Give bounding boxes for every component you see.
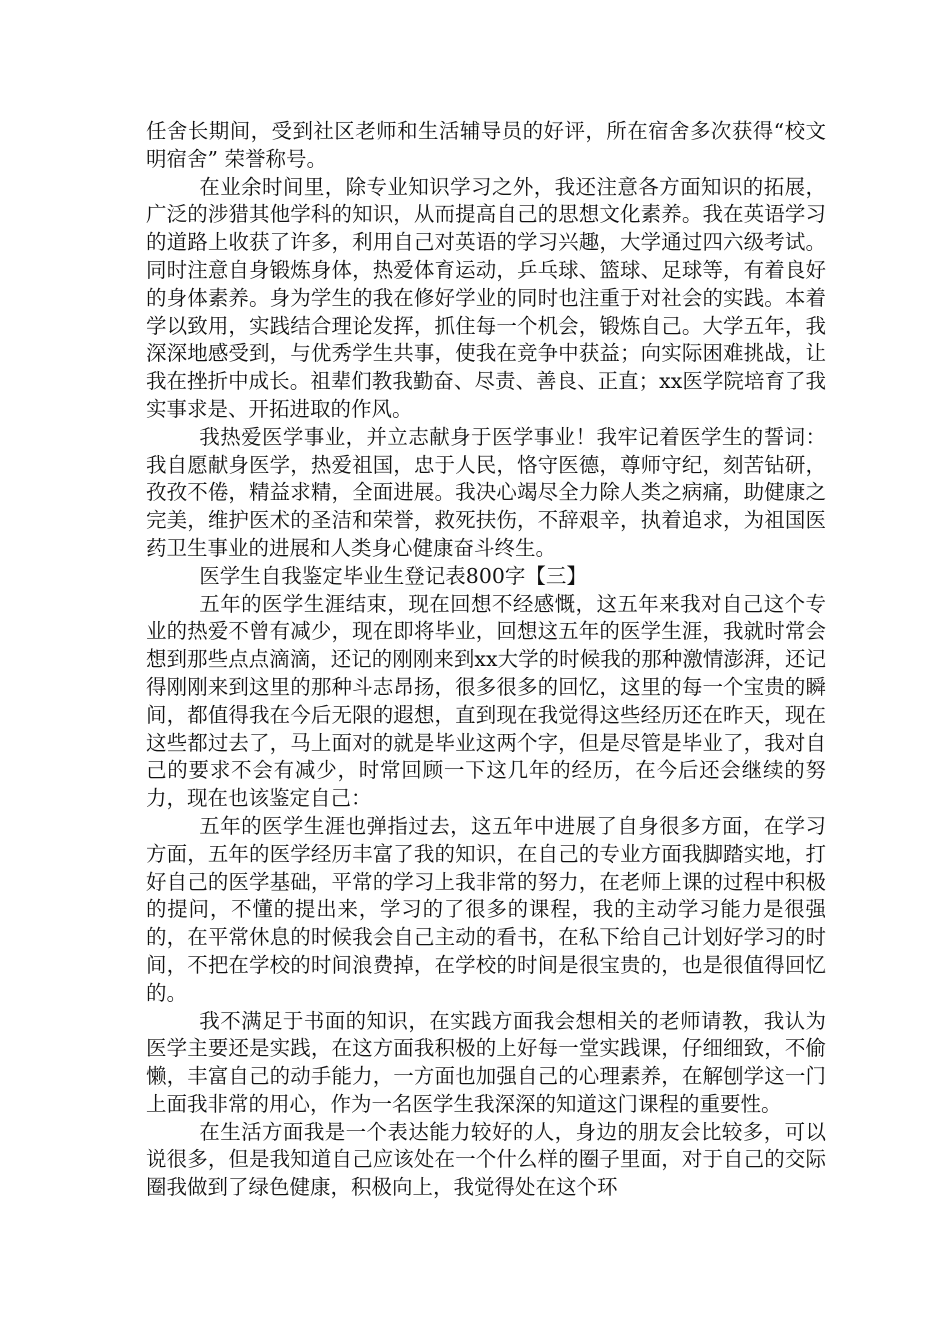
paragraph-medical-oath: 我热爱医学事业，并立志献身于医学事业！我牢记着医学生的誓词：我自愿献身医学，热爱祖国，忠于人民，恪守医德，尊师守纪，刻苦钻研，孜孜不倦，精益求精，全面进展。我决心竭尽全力除人类之病痛，助健康之完美，维护医术的圣洁和荣誉，救死扶伤，不辞艰辛，执着追求，为祖国医药卫生事业的进展和人类身心健康奋斗终生。 <box>146 424 826 560</box>
paragraph-extracurricular: 在业余时间里，除专业知识学习之外，我还注意各方面知识的拓展，广泛的涉猎其他学科的知识，从而提高自己的思想文化素养。我在英语学习的道路上收获了许多，利用自己对英语的学习兴趣，大学通过四六级考试。同时注意自身锻炼身体，热爱体育运动，乒乓球、篮球、足球等，有着良好的身体素养。身为学生的我在修好学业的同时也注重于对社会的实践。本着学以致用，实践结合理论发挥，抓住每一个机会，锻炼自己。大学五年，我深深地感受到，与优秀学生共事，使我在竞争中获益；向实际困难挑战，让我在挫折中成长。祖辈们教我勤奋、尽责、善良、正直；xx医学院培育了我实事求是、开拓进取的作风。 <box>146 174 826 421</box>
paragraph-study: 五年的医学生涯也弹指过去，这五年中进展了自身很多方面，在学习方面，五年的医学经历丰富了我的知识，在自己的专业方面我脚踏实地，打好自己的医学基础，平常的学习上我非常的努力，在老师上课的过程中积极的提问，不懂的提出来，学习的了很多的课程，我的主动学习能力是很强的，在平常休息的时候我会自己主动的看书，在私下给自己计划好学习的时间，不把在学校的时间浪费掉，在学校的时间是很宝贵的，也是很值得回忆的。 <box>146 813 826 1005</box>
document-body <box>146 118 826 1202</box>
paragraph-continuation: 任舍长期间，受到社区老师和生活辅导员的好评，所在宿舍多次获得“校文明宿舍” 荣誉称号。 <box>146 119 826 171</box>
paragraph-practice: 我不满足于书面的知识，在实践方面我会想相关的老师请教，我认为医学主要还是实践，在这方面我积极的上好每一堂实践课，仔细细致，不偷懒，丰富自己的动手能力，一方面也加强自己的心理素养，在解刨学这一门上面我非常的用心，作为一名医学生我深深的知道这门课程的重要性。 <box>146 1008 826 1116</box>
section-heading: 医学生自我鉴定毕业生登记表800字【三】 <box>199 563 587 588</box>
paragraph-five-years: 五年的医学生涯结束，现在回想不经感慨，这五年来我对自己这个专业的热爱不曾有减少，现在即将毕业，回想这五年的医学生涯，我就时常会想到那些点点滴滴，还记的刚刚来到xx大学的时候我的那种激情澎湃，还记得刚刚来到这里的那种斗志昂扬，很多很多的回忆，这里的每一个宝贵的瞬间，都值得我在今后无限的遐想，直到现在我觉得这些经历还在昨天，现在这些都过去了，马上面对的就是毕业这两个字，但是尽管是毕业了，我对自己的要求不会有减少，时常回顾一下这几年的经历，在今后还会继续的努力，现在也该鉴定自己： <box>146 591 826 811</box>
paragraph-life: 在生活方面我是一个表达能力较好的人，身边的朋友会比较多，可以说很多，但是我知道自己应该处在一个什么样的圈子里面，对于自己的交际圈我做到了绿色健康，积极向上，我觉得处在这个环 <box>146 1119 826 1200</box>
